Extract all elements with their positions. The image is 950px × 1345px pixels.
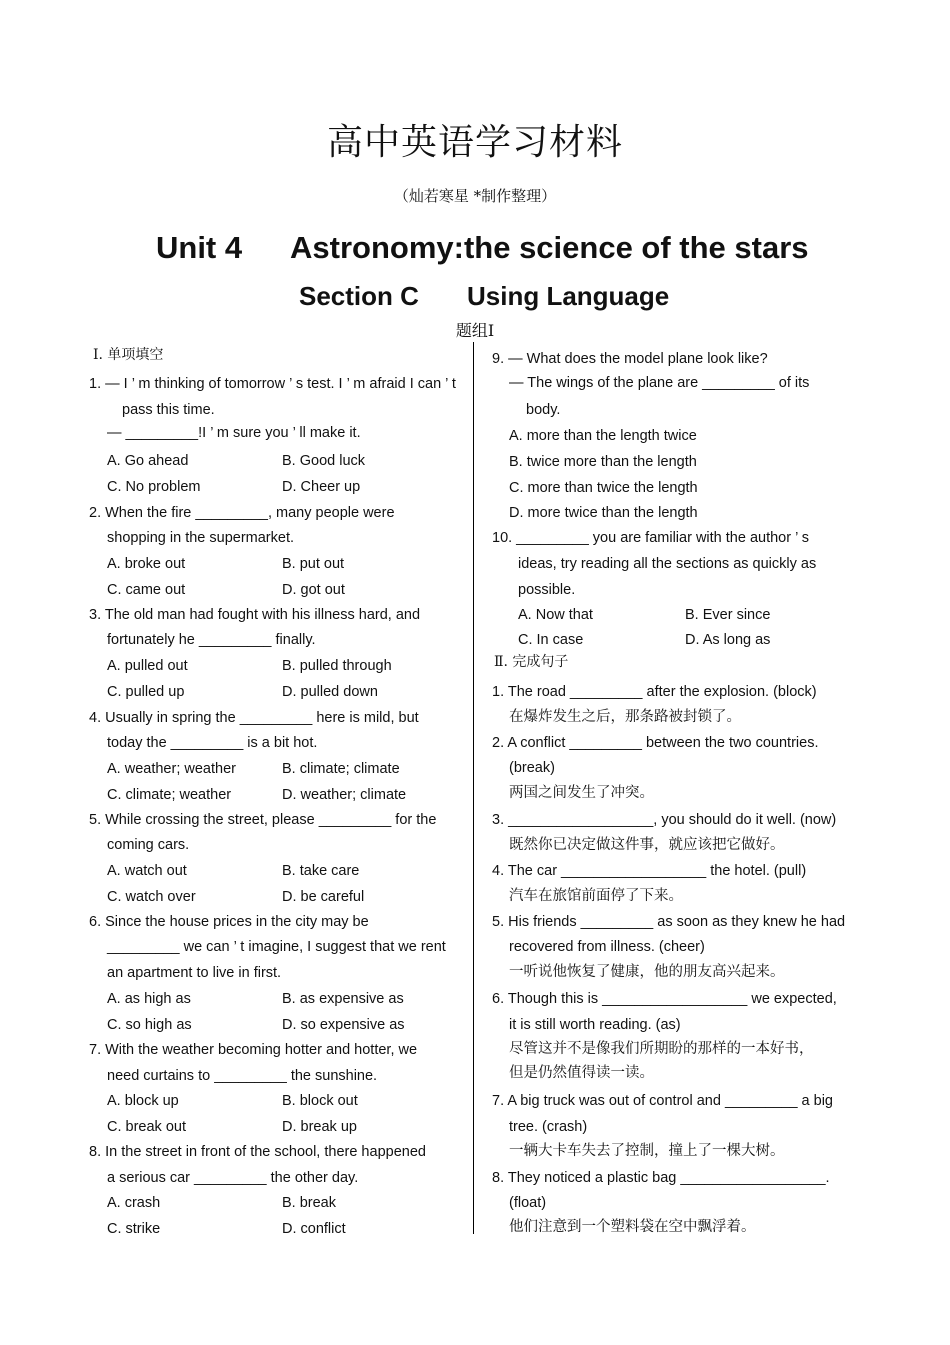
- s3-english: 3. __________________, you should do it well. (now): [492, 812, 837, 828]
- column-divider: [473, 342, 474, 1234]
- s8-english: 8. They noticed a plastic bag __________________.: [492, 1170, 830, 1186]
- q8-option-b: B. break: [282, 1195, 336, 1211]
- s6-english-cont: it is still worth reading. (as): [509, 1017, 681, 1033]
- q10-option-c: C. In case: [518, 632, 584, 648]
- q1-option-d: D. Cheer up: [282, 479, 361, 495]
- q8-option-a: A. crash: [107, 1195, 161, 1211]
- s4-chinese: 汽车在旅馆前面停了下来。: [509, 888, 683, 904]
- q5-stem: 5. While crossing the street, please _________ for the: [89, 812, 437, 828]
- q10-option-d: D. As long as: [685, 632, 771, 648]
- q5-option-a: A. watch out: [107, 863, 187, 879]
- s8-chinese: 他们注意到一个塑料袋在空中飘浮着。: [509, 1219, 756, 1235]
- q3-option-d: D. pulled down: [282, 684, 378, 700]
- q10-stem-cont: ideas, try reading all the sections as quickly as: [518, 556, 817, 572]
- q4-stem: 4. Usually in spring the _________ here is mild, but: [89, 710, 419, 726]
- q4-option-b: B. climate; climate: [282, 761, 400, 777]
- s5-english-cont: recovered from illness. (cheer): [509, 939, 705, 955]
- q9-option-b: B. twice more than the length: [509, 454, 697, 470]
- q6-stem: 6. Since the house prices in the city may be: [89, 914, 369, 930]
- q3-stem: 3. The old man had fought with his illness hard, and: [89, 607, 421, 623]
- q8-option-d: D. conflict: [282, 1221, 346, 1237]
- s6-english: 6. Though this is __________________ we expected,: [492, 991, 837, 1007]
- q9-stem: 9. — What does the model plane look like?: [492, 351, 768, 367]
- q5-option-b: B. take care: [282, 863, 360, 879]
- s1-chinese: 在爆炸发生之后，那条路被封锁了。: [509, 709, 741, 725]
- page-subtitle: （灿若寒星 *制作整理）: [393, 187, 557, 205]
- q1-reply: — _________!I ’ m sure you ’ ll make it.: [107, 425, 361, 441]
- q7-stem-cont: need curtains to _________ the sunshine.: [107, 1068, 378, 1084]
- q3-option-c: C. pulled up: [107, 684, 185, 700]
- q2-option-c: C. came out: [107, 582, 186, 598]
- q6-option-d: D. so expensive as: [282, 1017, 405, 1033]
- q6-stem-cont2: an apartment to live in first.: [107, 965, 282, 981]
- q1-option-b: B. Good luck: [282, 453, 366, 469]
- q4-option-c: C. climate; weather: [107, 787, 232, 803]
- q9-option-a: A. more than the length twice: [509, 428, 697, 444]
- s6-chinese: 尽管这并不是像我们所期盼的那样的一本好书，: [509, 1041, 814, 1057]
- q6-option-c: C. so high as: [107, 1017, 192, 1033]
- q3-option-b: B. pulled through: [282, 658, 392, 674]
- q7-stem: 7. With the weather becoming hotter and hotter, we: [89, 1042, 418, 1058]
- q1-stem: 1. — I ’ m thinking of tomorrow ’ s test. I ’ m afraid I can ’ t: [89, 376, 456, 392]
- q10-option-b: B. Ever since: [685, 607, 771, 623]
- q9-reply: — The wings of the plane are _________ of its: [509, 375, 810, 391]
- q7-option-c: C. break out: [107, 1119, 186, 1135]
- s7-chinese: 一辆大卡车失去了控制，撞上了一棵大树。: [509, 1143, 785, 1159]
- q2-option-b: B. put out: [282, 556, 345, 572]
- q4-option-a: A. weather; weather: [107, 761, 236, 777]
- q8-stem: 8. In the street in front of the school, there happened: [89, 1144, 426, 1160]
- s5-chinese: 一听说他恢复了健康，他的朋友高兴起来。: [509, 964, 785, 980]
- q7-option-a: A. block up: [107, 1093, 179, 1109]
- q10-stem-cont2: possible.: [518, 582, 576, 598]
- q2-stem-cont: shopping in the supermarket.: [107, 530, 294, 546]
- q10-option-a: A. Now that: [518, 607, 593, 623]
- part1-heading: Ⅰ. 单项填空: [93, 347, 164, 363]
- s1-english: 1. The road _________ after the explosion. (block): [492, 684, 817, 700]
- q9-reply-cont: body.: [526, 402, 561, 418]
- q1-option-a: A. Go ahead: [107, 453, 189, 469]
- q10-stem: 10. _________ you are familiar with the author ’ s: [492, 530, 810, 546]
- q2-option-d: D. got out: [282, 582, 345, 598]
- q4-stem-cont: today the _________ is a bit hot.: [107, 735, 318, 751]
- q5-option-d: D. be careful: [282, 889, 365, 905]
- q6-option-a: A. as high as: [107, 991, 191, 1007]
- s7-english: 7. A big truck was out of control and _________ a big: [492, 1093, 833, 1109]
- q1-stem-cont: pass this time.: [122, 402, 215, 418]
- part2-heading: Ⅱ. 完成句子: [494, 654, 569, 670]
- s5-english: 5. His friends _________ as soon as they knew he had: [492, 914, 846, 930]
- q8-stem-cont: a serious car _________ the other day.: [107, 1170, 359, 1186]
- q5-stem-cont: coming cars.: [107, 837, 190, 853]
- q3-option-a: A. pulled out: [107, 658, 188, 674]
- s8-english-cont: (float): [509, 1195, 547, 1211]
- q5-option-c: C. watch over: [107, 889, 196, 905]
- q7-option-d: D. break up: [282, 1119, 357, 1135]
- s4-english: 4. The car __________________ the hotel. (pull): [492, 863, 807, 879]
- unit-topic: Astronomy:the science of the stars: [290, 230, 809, 265]
- q9-option-d: D. more twice than the length: [509, 505, 698, 521]
- page-title: 高中英语学习材料: [326, 122, 623, 163]
- group-title: 题组Ⅰ: [455, 321, 495, 340]
- q8-option-c: C. strike: [107, 1221, 161, 1237]
- q7-option-b: B. block out: [282, 1093, 358, 1109]
- section-label: Section C: [299, 281, 419, 311]
- q6-option-b: B. as expensive as: [282, 991, 404, 1007]
- q3-stem-cont: fortunately he _________ finally.: [107, 632, 316, 648]
- q4-option-d: D. weather; climate: [282, 787, 407, 803]
- s7-english-cont: tree. (crash): [509, 1119, 588, 1135]
- q2-stem: 2. When the fire _________, many people were: [89, 505, 395, 521]
- s2-english-cont: (break): [509, 760, 555, 776]
- q2-option-a: A. broke out: [107, 556, 186, 572]
- q9-option-c: C. more than twice the length: [509, 480, 698, 496]
- s2-chinese: 两国之间发生了冲突。: [509, 785, 654, 801]
- s6-chinese-cont: 但是仍然值得读一读。: [509, 1065, 654, 1081]
- section-topic: Using Language: [467, 281, 670, 311]
- s2-english: 2. A conflict _________ between the two countries.: [492, 735, 819, 751]
- q1-option-c: C. No problem: [107, 479, 201, 495]
- unit-number: Unit 4: [156, 230, 243, 265]
- q6-stem-cont: _________ we can ’ t imagine, I suggest that we rent: [107, 939, 446, 955]
- s3-chinese: 既然你已决定做这件事，就应该把它做好。: [509, 837, 785, 853]
